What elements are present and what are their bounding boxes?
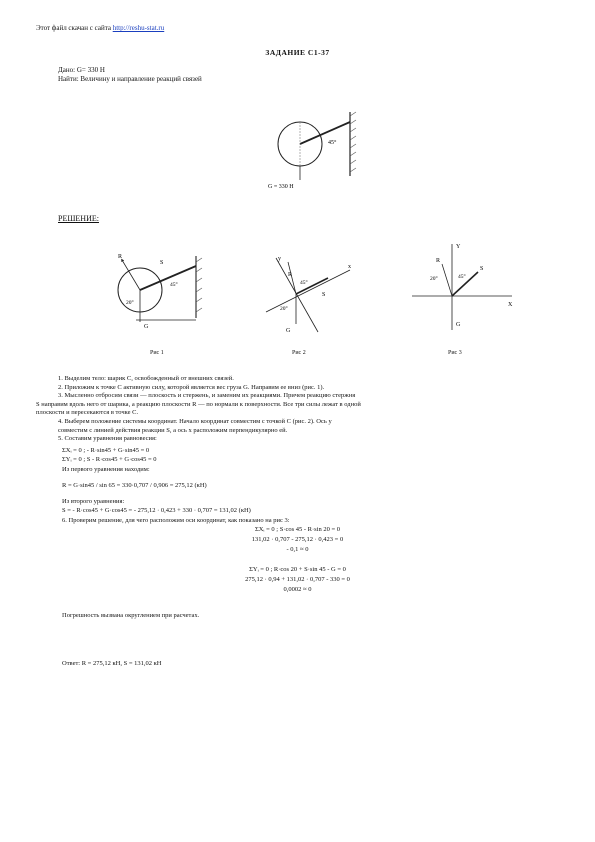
fig2-caption: Рис 2 [292, 350, 306, 356]
step-3: 3. Мысленно отбросим связи — плоскость и стержень, и заменим их реакциями. Причем реакцию стержня [58, 392, 356, 400]
main-angle-label: 45° [328, 140, 337, 146]
fig3-s-label: S [480, 266, 484, 272]
rod-line [300, 122, 350, 144]
source-link[interactable]: http://reshu-stat.ru [112, 24, 165, 32]
fig2-g-label: G [286, 328, 291, 334]
fig2-r-label: R [288, 272, 293, 278]
fig2-s-label: S [322, 292, 326, 298]
task-title: ЗАДАНИЕ С1-37 [265, 48, 330, 57]
check-intro: 6. Проверим решение, для чего расположим оси координат, как показано на рис 3: [62, 517, 290, 524]
check-eq-6: 0,0002 ≈ 0 [283, 586, 312, 593]
fig3-y-label: Y [456, 244, 461, 250]
fig1-s-label: S [160, 260, 164, 266]
fig3-g-label: G [456, 322, 461, 328]
step-4: 4. Выберем положение системы координат. Начало координат совместим с точкой С (рис. 2). Ось у [58, 417, 332, 425]
fig3-a20-label: 20° [430, 276, 438, 282]
given-text: Дано: G= 330 Н [58, 66, 105, 74]
fig3-caption: Рис 3 [448, 350, 462, 356]
equation-x: ΣXᵢ = 0 ; - R·sin45 + G·sin45 = 0 [62, 447, 150, 454]
solution-label: РЕШЕНИЕ: [58, 214, 99, 223]
main-weight-label: G = 330 Н [268, 184, 294, 190]
fig1-a45-label: 45° [170, 282, 178, 288]
fig3-r-label: R [436, 258, 441, 264]
check-eq-2: 131,02 · 0,707 - 275,12 · 0,423 = 0 [251, 536, 344, 543]
r-expression: R = G·sin45 / sin 65 = 330·0,707 / 0,906 = 275,12 (кН) [62, 482, 207, 489]
s-expression: S = - R·cos45 + G·cos45 = - 275,12 · 0,423 + 330 · 0,707 = 131,02 (кН) [62, 507, 251, 514]
equation-y: ΣYᵢ = 0 ; S - R·cos45 + G·cos45 = 0 [62, 456, 157, 463]
main-figure [268, 108, 378, 198]
step-3-cont2: плоскости и пересекаются в точке С. [36, 409, 139, 417]
step-5: 5. Составим уравнения равновесия: [58, 435, 157, 443]
note-second-eq: Из второго уравнения: [62, 498, 125, 505]
accuracy-note: Погрешность вызвана округлением при расчетах. [62, 612, 200, 619]
check-eq-1: ΣXᵢ = 0 ; S·cos 45 - R·sin 20 = 0 [254, 526, 341, 533]
fig1-g-label: G [144, 324, 149, 330]
fig3-x-label: X [508, 302, 513, 308]
fig2-a20-label: 20° [280, 306, 288, 312]
find-text: Найти: Величину и направление реакций связей [58, 75, 202, 83]
figure-2 [258, 252, 358, 342]
check-eq-5: 275,12 · 0,94 + 131,02 · 0,707 - 330 = 0 [245, 576, 350, 583]
check-eq-4: ΣYᵢ = 0 ; R·cos 20 + S·sin 45 - G = 0 [249, 566, 346, 573]
step-1: 1. Выделим тело: шарик С, освобожденный от внешних связей. [58, 375, 234, 382]
note-first-eq: Из первого уравнения находим: [62, 466, 150, 473]
fig1-a20-label: 20° [126, 300, 134, 306]
wall-hatch [350, 112, 356, 172]
step-4-cont: совместим с линией действия реакции S, а ось х расположим перпендикулярно ей. [58, 426, 288, 434]
fig2-x-label: x [348, 264, 351, 270]
figure-3 [408, 240, 520, 340]
solution-steps [36, 375, 361, 444]
given-block [58, 66, 202, 84]
check-eq-3: - 0,1 ≈ 0 [286, 546, 309, 553]
step-3-cont: S направим вдоль него от шарика, а реакцию плоскости R — по нормали к поверхности. Все три силы лежат в одной [36, 400, 361, 408]
fig1-r-label: R [118, 254, 123, 260]
source-header [36, 24, 164, 32]
figure-1 [108, 242, 213, 342]
fig2-a45-label: 45° [300, 280, 308, 286]
answer: Ответ: R = 275,12 кН, S = 131,02 кН [62, 660, 162, 667]
fig3-a45-label: 45° [458, 274, 466, 280]
fig2-y-label: y [278, 256, 281, 262]
step-2: 2. Приложим к точке С активную силу, которой является вес груза G. Направим ее вниз (рис. 1). [58, 383, 325, 391]
fig1-caption: Рис 1 [150, 350, 164, 356]
source-prefix: Этот файл скачан с сайта [36, 24, 111, 32]
